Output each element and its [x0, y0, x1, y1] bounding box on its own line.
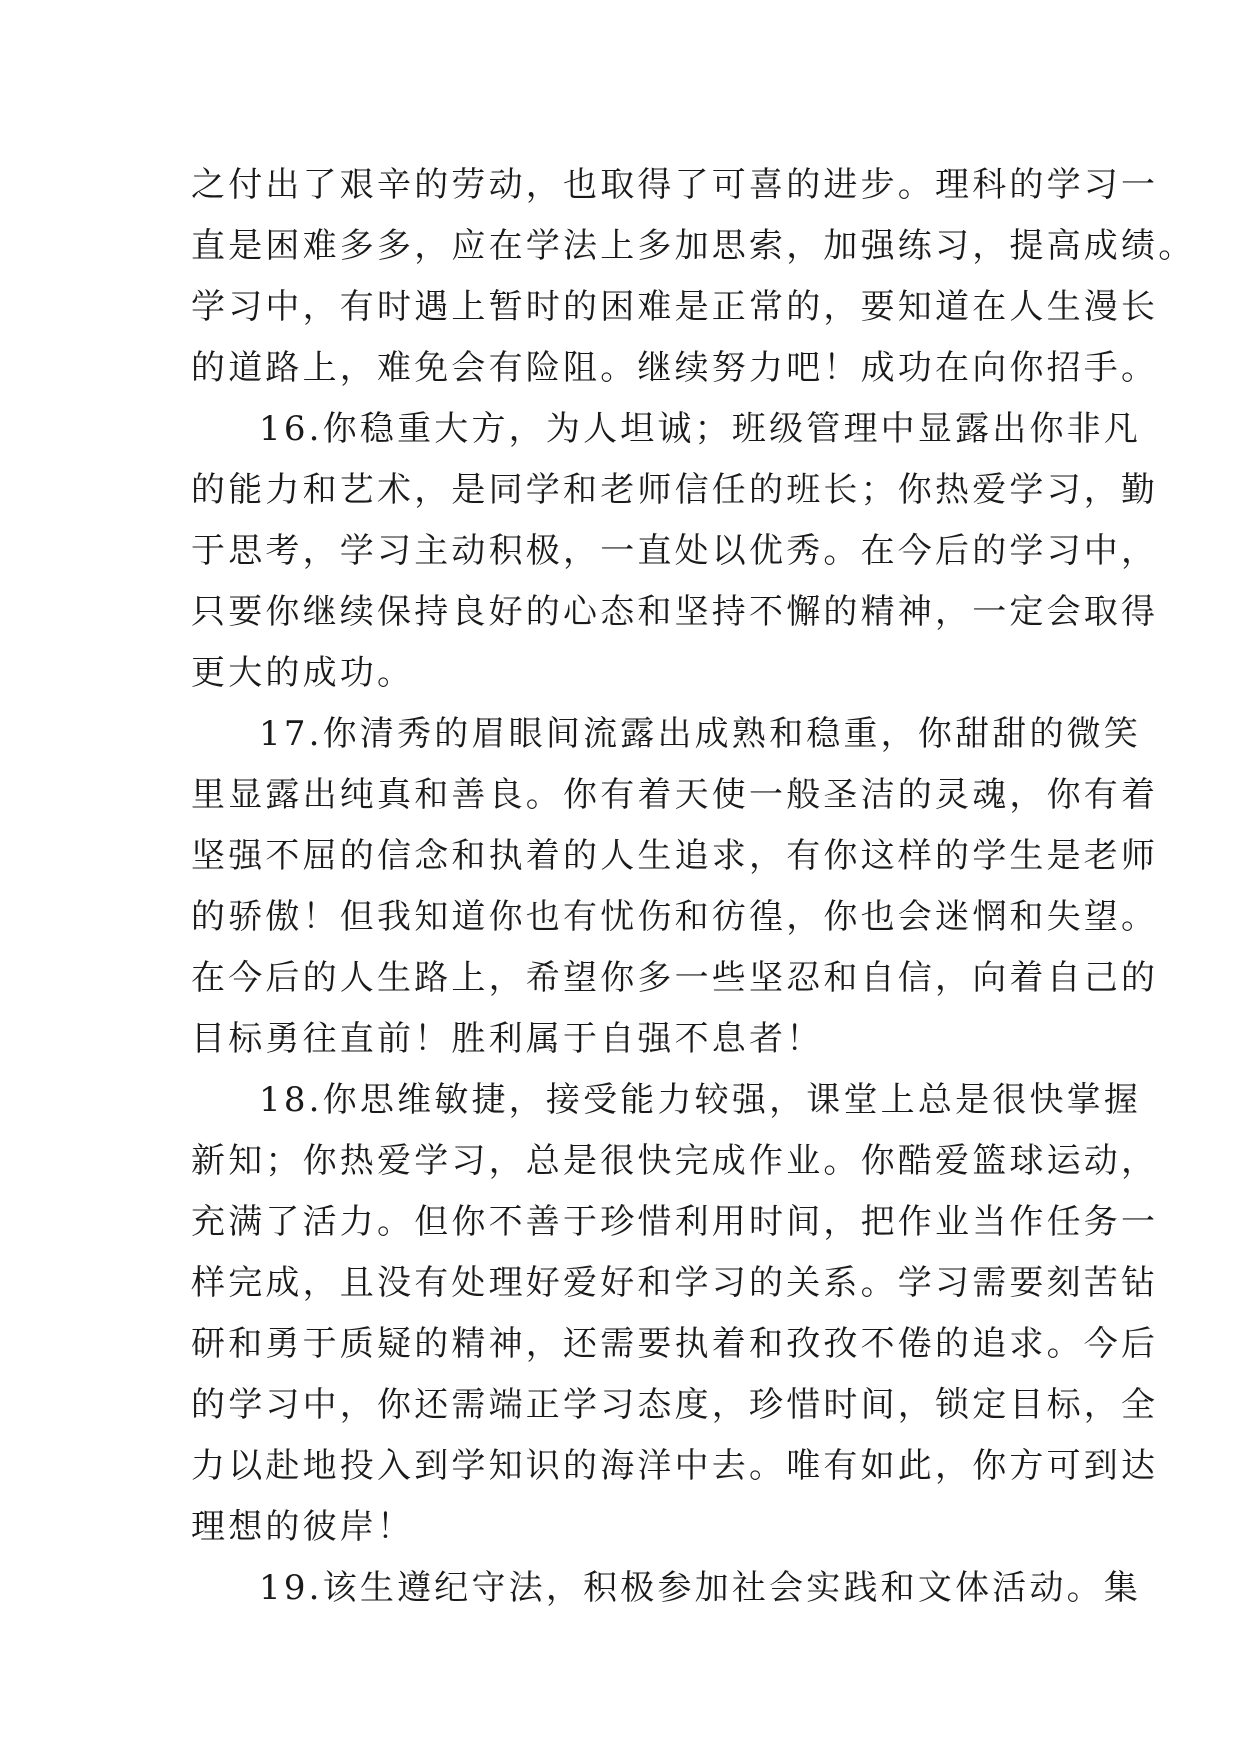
text-line: 直是困难多多，应在学法上多加思索，加强练习，提高成绩。 [191, 226, 1196, 266]
text-line: 在今后的人生路上，希望你多一些坚忍和自信，向着自己的 [191, 958, 1159, 998]
paragraph-start-16: 16.你稳重大方，为人坦诚；班级管理中显露出你非凡 [259, 409, 1142, 449]
text-line: 的学习中，你还需端正学习态度，珍惜时间，锁定目标，全 [191, 1385, 1159, 1425]
text-line: 只要你继续保持良好的心态和坚持不懈的精神，一定会取得 [191, 592, 1159, 632]
body-text [191, 155, 1196, 1619]
text-line: 更大的成功。 [191, 653, 415, 693]
text-line: 的骄傲！但我知道你也有忧伤和彷徨，你也会迷惘和失望。 [191, 897, 1159, 937]
text-line: 的能力和艺术，是同学和老师信任的班长；你热爱学习，勤 [191, 470, 1159, 510]
text-line: 研和勇于质疑的精神，还需要执着和孜孜不倦的追求。今后 [191, 1324, 1159, 1364]
text-line: 目标勇往直前！胜利属于自强不息者！ [191, 1019, 824, 1059]
text-line: 学习中，有时遇上暂时的困难是正常的，要知道在人生漫长 [191, 287, 1159, 327]
text-line: 于思考，学习主动积极，一直处以优秀。在今后的学习中， [191, 531, 1159, 571]
text-line: 理想的彼岸！ [191, 1507, 415, 1547]
text-line: 新知；你热爱学习，总是很快完成作业。你酷爱篮球运动， [191, 1141, 1159, 1181]
text-line: 样完成，且没有处理好爱好和学习的关系。学习需要刻苦钻 [191, 1263, 1159, 1303]
text-line: 的道路上，难免会有险阻。继续努力吧！成功在向你招手。 [191, 348, 1159, 388]
text-line: 充满了活力。但你不善于珍惜利用时间，把作业当作任务一 [191, 1202, 1159, 1242]
text-line: 力以赴地投入到学知识的海洋中去。唯有如此，你方可到达 [191, 1446, 1159, 1486]
text-line: 里显露出纯真和善良。你有着天使一般圣洁的灵魂，你有着 [191, 775, 1159, 815]
text-line: 坚强不屈的信念和执着的人生追求，有你这样的学生是老师 [191, 836, 1159, 876]
paragraph-start-19: 19.该生遵纪守法，积极参加社会实践和文体活动。集 [259, 1568, 1142, 1608]
text-line: 之付出了艰辛的劳动，也取得了可喜的进步。理科的学习一 [191, 165, 1159, 205]
paragraph-start-17: 17.你清秀的眉眼间流露出成熟和稳重，你甜甜的微笑 [259, 714, 1142, 754]
paragraph-start-18: 18.你思维敏捷，接受能力较强，课堂上总是很快掌握 [259, 1080, 1142, 1120]
